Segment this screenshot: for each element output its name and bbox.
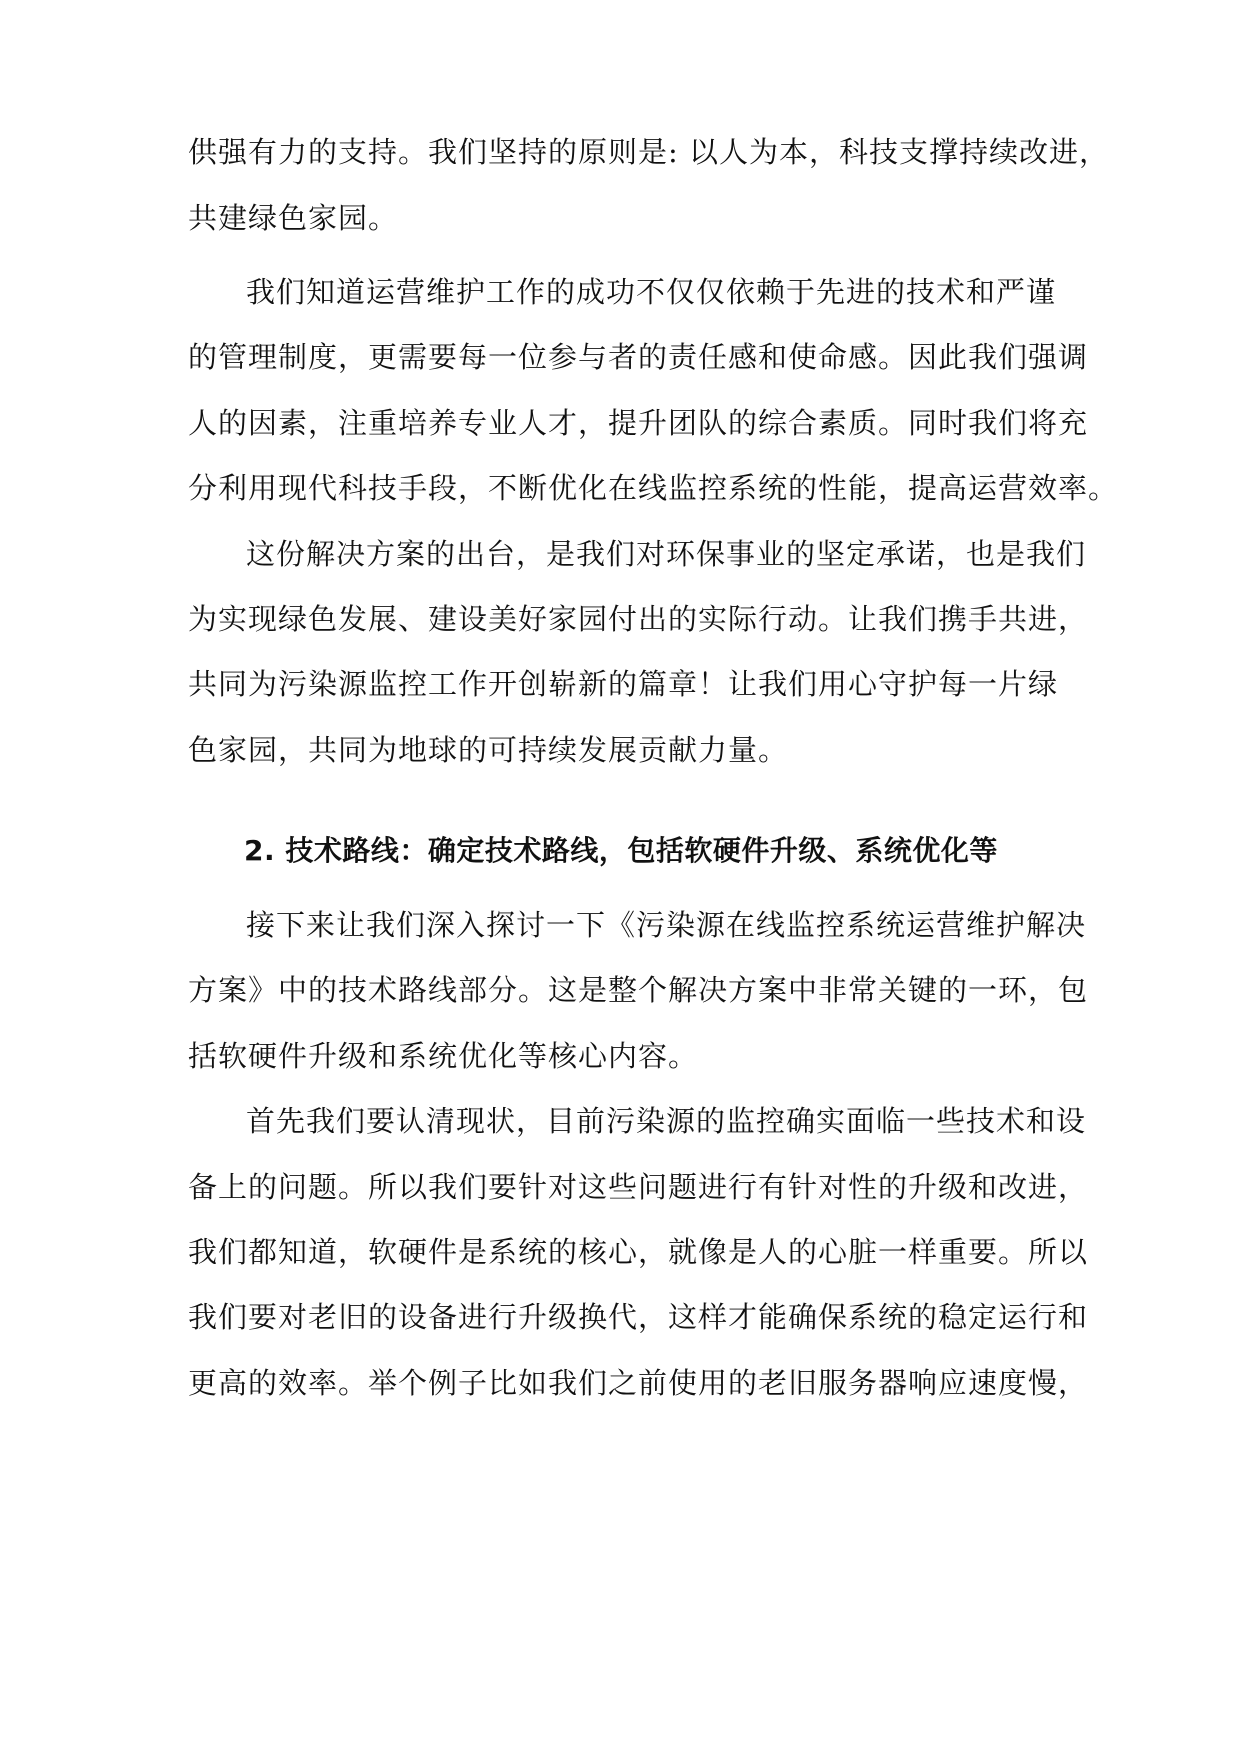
text-line: 备上的问题。所以我们要针对这些问题进行有针对性的升级和改进， [188,1170,1089,1204]
text-line: 人的因素，注重培养专业人才，提升团队的综合素质。同时我们将充 [188,406,1089,440]
text-line: 色家园，共同为地球的可持续发展贡献力量。 [188,733,789,767]
text-line: 我们都知道，软硬件是系统的核心，就像是人的心脏一样重要。所以 [188,1235,1089,1269]
text-line: 的管理制度，更需要每一位参与者的责任感和使命感。因此我们强调 [188,340,1089,374]
text-line: 分利用现代科技手段，不断优化在线监控系统的性能，提高运营效率。 [188,471,1119,505]
text-line: 共同为污染源监控工作开创崭新的篇章！让我们用心守护每一片绿 [188,667,1059,701]
text-line: 这份解决方案的出台，是我们对环保事业的坚定承诺，也是我们 [246,537,1087,571]
text-line: 我们要对老旧的设备进行升级换代，这样才能确保系统的稳定运行和 [188,1300,1089,1334]
text-line: 为实现绿色发展、建设美好家园付出的实际行动。让我们携手共进， [188,602,1089,636]
text-line: 供强有力的支持。我们坚持的原则是: 以人为本，科技支撑持续改进， [188,135,1109,169]
text-line: 更高的效率。举个例子比如我们之前使用的老旧服务器响应速度慢， [188,1366,1089,1400]
text-line: 方案》中的技术路线部分。这是整个解决方案中非常关键的一环，包 [188,973,1089,1007]
text-line: 首先我们要认清现状，目前污染源的监控确实面临一些技术和设 [246,1104,1087,1138]
section-heading: 2. 技术路线：确定技术路线，包括软硬件升级、系统优化等 [244,834,998,867]
text-line: 我们知道运营维护工作的成功不仅仅依赖于先进的技术和严谨 [246,275,1057,309]
text-line: 括软硬件升级和系统优化等核心内容。 [188,1039,699,1073]
text-line: 接下来让我们深入探讨一下《污染源在线监控系统运营维护解决 [246,908,1087,942]
text-line: 共建绿色家园。 [188,201,399,235]
